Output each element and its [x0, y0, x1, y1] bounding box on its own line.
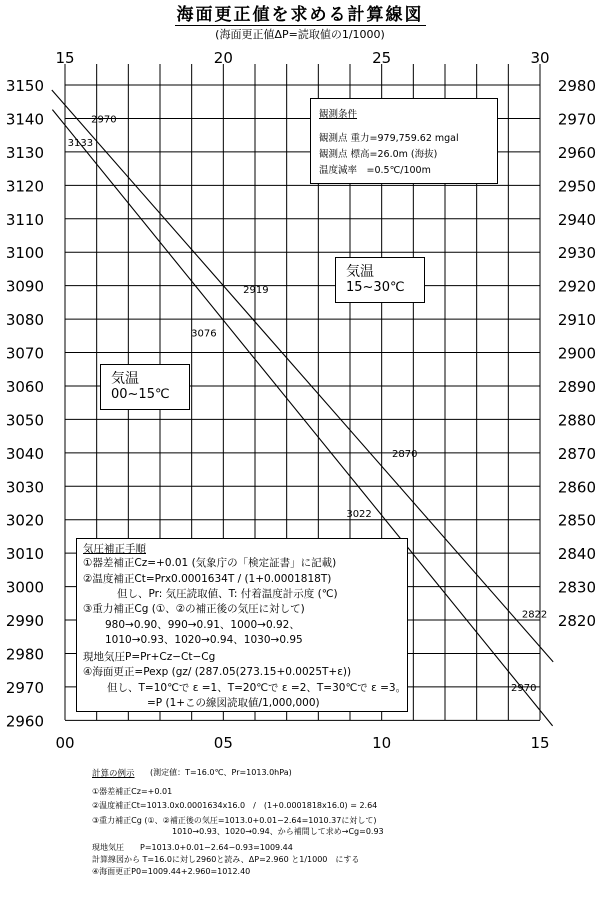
top-x-tick-label: 30 — [530, 49, 550, 67]
left-y-tick-label: 3120 — [5, 177, 44, 196]
left-y-tick-label: 3000 — [5, 578, 44, 597]
proc-line-8: ④海面更正=Pexp (gz/ (287.05(273.15+0.0025T+ε)) — [83, 666, 352, 678]
left-y-tick-label: 3100 — [5, 244, 44, 263]
left-y-tick-label: 2980 — [5, 645, 44, 664]
air-temp-high-range: 15~30℃ — [346, 280, 405, 295]
left-y-tick-label: 3110 — [5, 210, 44, 229]
series-high-data-label: 2970 — [91, 114, 117, 126]
bottom-x-tick-label: 00 — [55, 734, 75, 752]
right-y-tick-label: 2940 — [557, 210, 596, 229]
left-y-tick-label: 3050 — [5, 411, 44, 430]
proc-line-10: =P (1+この線図読取値/1,000,000) — [147, 697, 320, 709]
example-line-5: 現地気圧 P=1013.0+0.01−2.64−0.93=1009.44 — [92, 843, 293, 852]
obs-header: 観測条件 — [319, 109, 358, 120]
series-low-data-label: 2970 — [511, 682, 537, 694]
proc-line-9: 但し、T=10℃で ε =1、T=20℃で ε =2、T=30℃で ε =3。 — [107, 682, 407, 694]
example-line-4: 1010→0.93、1020→0.94、から補間して求め→Cg=0.93 — [172, 827, 384, 836]
right-y-tick-label: 2930 — [557, 244, 596, 263]
bottom-x-tick-label: 05 — [213, 734, 233, 752]
proc-line-2: ②温度補正Ct=Prx0.0001634T / (1+0.0001818T) — [83, 573, 332, 585]
left-y-tick-label: 3040 — [5, 444, 44, 463]
right-y-tick-label: 2850 — [557, 511, 596, 530]
left-y-tick-label: 3030 — [5, 478, 44, 497]
right-y-tick-label: 2950 — [557, 177, 596, 196]
left-y-tick-label: 2990 — [5, 612, 44, 631]
right-y-tick-label: 2820 — [557, 612, 596, 631]
pressure-correction-procedure-box — [76, 538, 408, 712]
series-low-data-label: 3076 — [191, 328, 217, 340]
left-y-tick-label: 2960 — [5, 712, 44, 731]
left-y-tick-label: 3140 — [5, 110, 44, 129]
air-temp-high-label: 気温 — [346, 264, 374, 280]
air-temp-low-range: 00~15℃ — [111, 387, 170, 402]
right-y-tick-label: 2920 — [557, 277, 596, 296]
series-high-data-label: 2870 — [392, 448, 418, 460]
left-y-tick-label: 3020 — [5, 511, 44, 530]
proc-line-1: ①器差補正Cz=+0.01 (気象庁の「検定証書」に記載) — [83, 557, 337, 569]
example-line-1: ①器差補正Cz=+0.01 — [92, 787, 173, 796]
page-subtitle: (海面更正値ΔP=読取値の1/1000) — [215, 28, 385, 41]
right-y-tick-label: 2970 — [557, 110, 596, 129]
left-y-tick-label: 3130 — [5, 143, 44, 162]
right-y-tick-label: 2960 — [557, 143, 596, 162]
top-x-tick-label: 20 — [213, 49, 233, 67]
bottom-x-tick-label: 15 — [530, 734, 550, 752]
obs-gravity: 観測点 重力=979,759.62 mgal — [319, 133, 459, 144]
series-high-data-label: 2919 — [243, 284, 269, 296]
proc-line-7: 現地気圧P=Pr+Cz−Ct−Cg — [83, 651, 216, 663]
series-low-data-label: 3022 — [346, 509, 372, 521]
series-high-data-label: 2822 — [521, 609, 548, 621]
right-y-tick-label: 2910 — [557, 311, 596, 330]
right-y-tick-label: 2890 — [557, 377, 596, 396]
right-y-tick-label: 2880 — [557, 411, 596, 430]
example-line-3: ③重力補正Cg (①、②補正後の気圧=1013.0+0.01−2.64=1010.37に対して) — [92, 816, 377, 825]
example-line-2: ②温度補正Ct=1013.0x0.0001634x16.0 / (1+0.0001818x16.0) = 2.64 — [92, 801, 378, 810]
example-line-7: ④海面更正P0=1009.44+2.960=1012.40 — [92, 867, 251, 876]
left-y-tick-label: 3010 — [5, 545, 44, 564]
air-temp-high-box — [335, 257, 425, 303]
proc-header: 気圧補正手順 — [83, 543, 146, 555]
bottom-x-tick-label: 10 — [372, 734, 392, 752]
title-text: 海面更正値を求める計算線図 — [176, 5, 424, 25]
left-y-tick-label: 3090 — [5, 277, 44, 296]
obs-height: 観測点 標高=26.0m (海抜) — [319, 149, 438, 160]
right-y-tick-label: 2830 — [557, 578, 596, 597]
air-temp-low-label: 気温 — [111, 371, 139, 387]
proc-line-3: 但し、Pr: 気圧読取値、T: 付着温度計示度 (℃) — [117, 588, 338, 600]
right-y-tick-label: 2870 — [557, 444, 596, 463]
left-y-tick-label: 3060 — [5, 377, 44, 396]
observation-conditions-box — [310, 98, 498, 184]
example-line-6: 計算線図から T=16.0に対し2960と読み、ΔP=2.960 と1/1000 にする — [92, 855, 360, 864]
proc-line-4: ③重力補正Cg (①、②の補正後の気圧に対して) — [83, 603, 305, 615]
right-y-tick-label: 2980 — [557, 77, 596, 95]
air-temp-low-box — [100, 364, 190, 410]
obs-lapse-rate: 温度減率 =0.5℃/100m — [319, 165, 431, 176]
right-y-tick-label: 2860 — [557, 478, 596, 497]
right-y-tick-label: 2900 — [557, 344, 596, 363]
left-y-tick-label: 3150 — [5, 77, 44, 95]
example-header: 計算の例示 — [92, 769, 135, 779]
proc-line-6: 1010→0.93、1020→0.94、1030→0.95 — [105, 634, 303, 646]
proc-line-5: 980→0.90、990→0.91、1000→0.92、 — [105, 619, 300, 631]
top-x-tick-label: 15 — [55, 49, 75, 67]
right-y-tick-label: 2840 — [557, 545, 596, 564]
series-low-data-label: 3133 — [67, 137, 94, 149]
left-y-tick-label: 3070 — [5, 344, 44, 363]
left-y-tick-label: 2970 — [5, 678, 44, 697]
example-conditions: (測定値：T=16.0℃、Pr=1013.0hPa) — [150, 768, 292, 777]
left-y-tick-label: 3080 — [5, 311, 44, 330]
top-x-tick-label: 25 — [372, 49, 392, 67]
